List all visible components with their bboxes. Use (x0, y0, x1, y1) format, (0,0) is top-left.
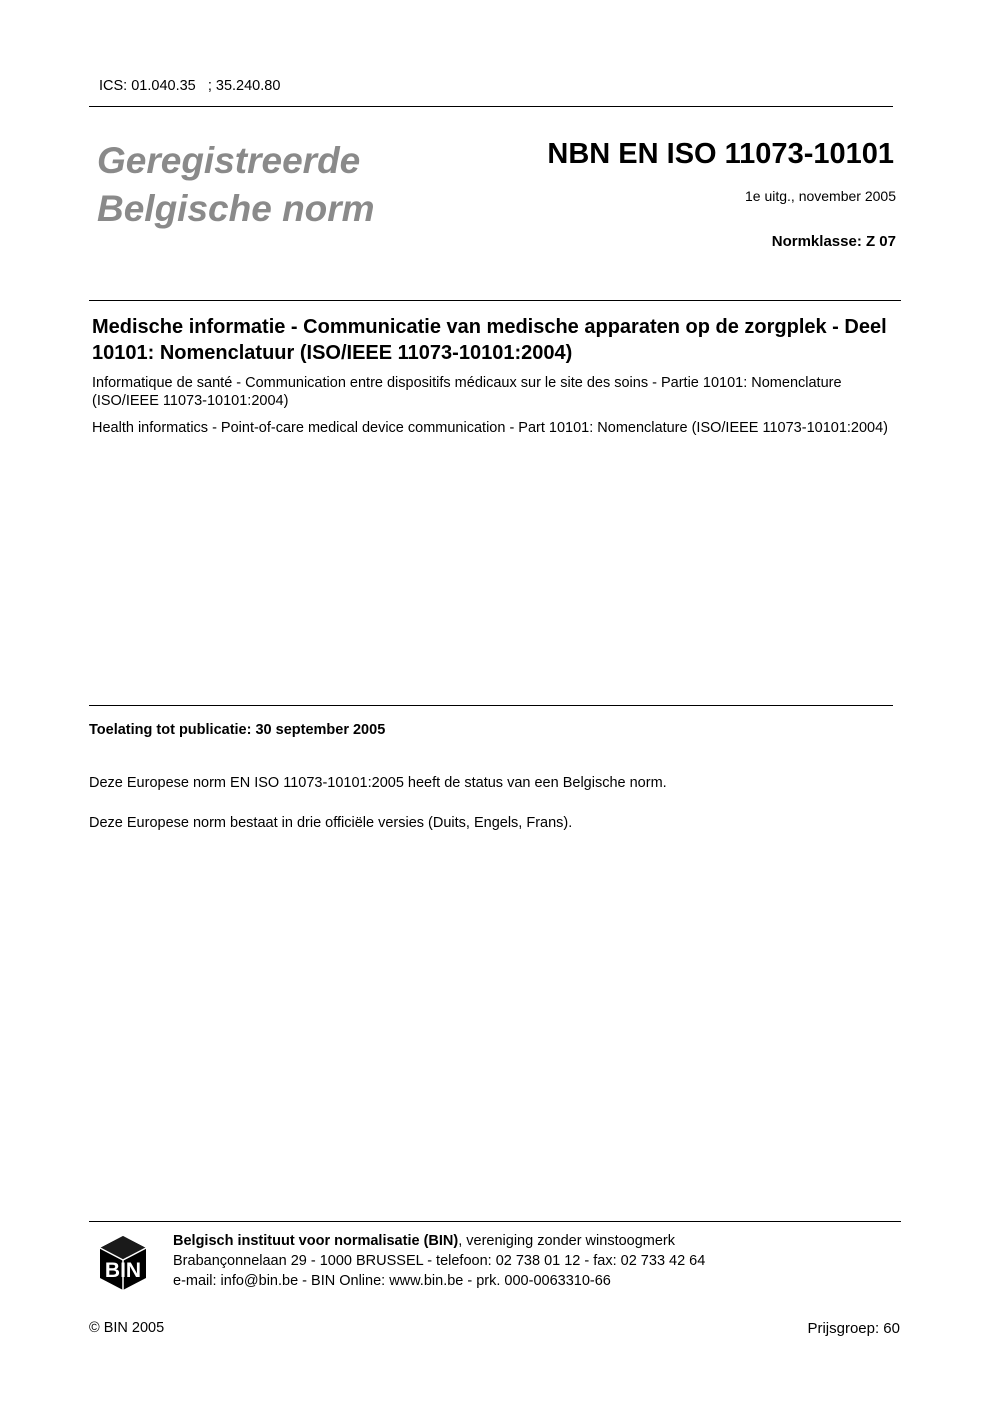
bin-logo (98, 1234, 148, 1292)
registered-belgian-standard-heading (97, 137, 375, 233)
norm-class: Normklasse: Z 07 (771, 233, 896, 250)
footer-divider (89, 1221, 901, 1222)
french-title: Informatique de santé - Communication entre dispositifs médicaux sur le site des soins - Partie 10101: Nomenclature (ISO/IEEE 11073-10101:2004) (92, 375, 842, 409)
registration-line-2: Belgische norm (97, 188, 375, 229)
body-divider (89, 705, 893, 706)
organization-name-line (173, 1231, 705, 1251)
bin-logo-text: BIN (104, 1259, 142, 1282)
price-group: Prijsgroep: 60 (807, 1320, 900, 1337)
edition-date: 1e uitg., november 2005 (745, 188, 896, 204)
organization-info (173, 1231, 705, 1291)
top-divider (89, 106, 893, 107)
dutch-title: Medische informatie - Communicatie van medische apparaten op de zorgplek - Deel 10101: Nomenclatuur (ISO/IEEE 11073-10101:2004) (92, 316, 887, 364)
publication-approval: Toelating tot publicatie: 30 september 2005 (89, 722, 386, 738)
ics-code: ICS: 01.040.35 ; 35.240.80 (99, 78, 281, 94)
status-statement: Deze Europese norm EN ISO 11073-10101:2005 heeft de status van een Belgische norm. (89, 775, 667, 791)
organization-contact: e-mail: info@bin.be - BIN Online: www.bin.be - prk. 000-0063310-66 (173, 1273, 611, 1289)
organization-address: Brabançonnelaan 29 - 1000 BRUSSEL - telefoon: 02 738 01 12 - fax: 02 733 42 64 (173, 1253, 706, 1269)
organization-type: , vereniging zonder winstoogmerk (458, 1233, 676, 1249)
english-title: Health informatics - Point-of-care medical device communication - Part 10101: Nomenclature (ISO/IEEE 11073-10101:2004) (92, 420, 889, 436)
title-divider (89, 300, 901, 301)
standard-number: NBN EN ISO 11073-10101 (547, 138, 894, 170)
registration-line-1: Geregistreerde (97, 140, 361, 181)
organization-name: Belgisch instituut voor normalisatie (BIN) (173, 1233, 459, 1249)
copyright: © BIN 2005 (89, 1320, 165, 1336)
versions-statement: Deze Europese norm bestaat in drie officiële versies (Duits, Engels, Frans). (89, 815, 573, 831)
